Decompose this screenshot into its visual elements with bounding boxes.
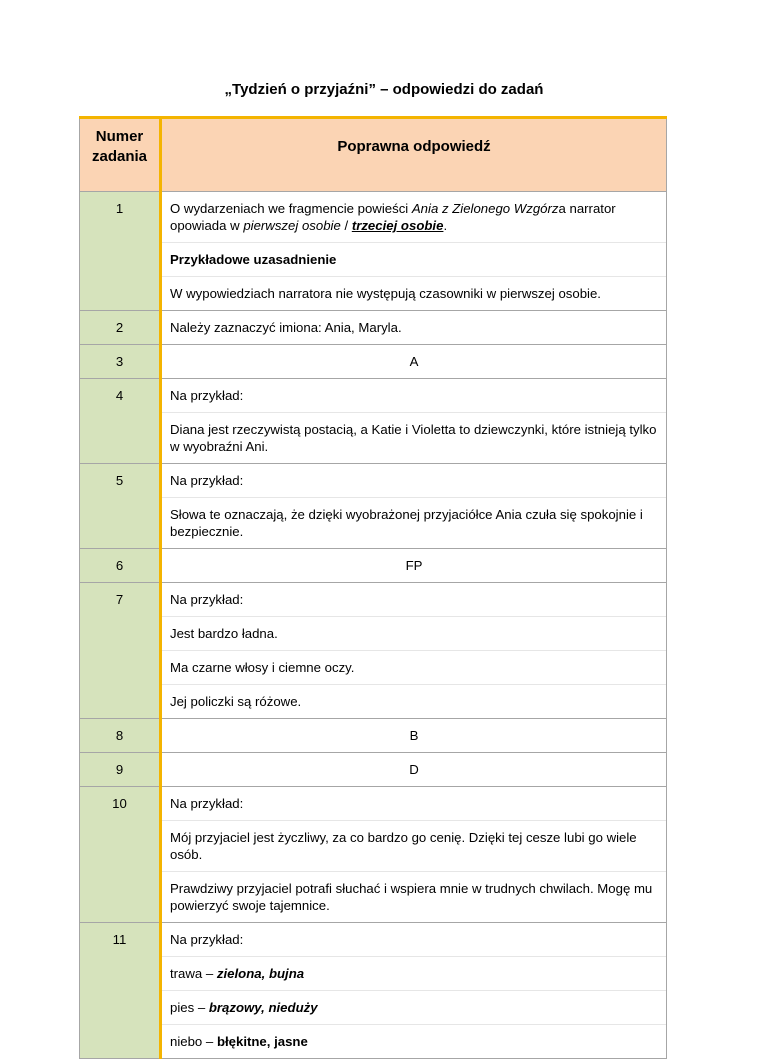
table-row (80, 583, 667, 719)
task-answer: Na przykład: trawa – zielona, bujna pies – brązowy, nieduży niebo – błękitne, jasne (161, 923, 667, 1059)
task-answer: A (161, 345, 667, 379)
task-number: 4 (80, 379, 161, 464)
answers-table (79, 116, 667, 1059)
table-row (80, 345, 667, 379)
task-number: 3 (80, 345, 161, 379)
task-answer: B (161, 719, 667, 753)
table-row (80, 719, 667, 753)
task-answer: Na przykład: Słowa te oznaczają, że dzięki wyobrażonej przyjaciółce Ania czuła się spokojnie i bezpiecznie. (161, 464, 667, 549)
task-answer: Na przykład: Jest bardzo ładna. Ma czarne włosy i ciemne oczy. Jej policzki są różowe. (161, 583, 667, 719)
task-number: 11 (80, 923, 161, 1059)
table-row (80, 464, 667, 549)
task-number: 5 (80, 464, 161, 549)
table-row (80, 192, 667, 311)
task-number: 9 (80, 753, 161, 787)
task-number: 2 (80, 311, 161, 345)
table-row (80, 311, 667, 345)
table-row (80, 379, 667, 464)
page-title: „Tydzień o przyjaźni” – odpowiedzi do zadań (224, 81, 544, 98)
header-answer: Poprawna odpowiedź (161, 118, 667, 192)
task-number: 1 (80, 192, 161, 311)
task-answer: FP (161, 549, 667, 583)
task-answer: D (161, 753, 667, 787)
task-number: 6 (80, 549, 161, 583)
table-row (80, 923, 667, 1059)
task-answer: Na przykład: Diana jest rzeczywistą postacią, a Katie i Violetta to dziewczynki, które istnieją tylko w wyobraźni Ani. (161, 379, 667, 464)
answer-text: W wypowiedziach narratora nie występują czasowniki w pierwszej osobie. (170, 286, 601, 301)
task-number: 8 (80, 719, 161, 753)
table-row (80, 549, 667, 583)
table-row (80, 753, 667, 787)
task-answer: Na przykład: Mój przyjaciel jest życzliwy, za co bardzo go cenię. Dzięki tej cesze lubi go wiele osób. Prawdziwy przyjaciel potrafi słuchać i wspiera mnie w trudnych chwilach. Mogę mu powierzyć swoje tajemnice. (161, 787, 667, 923)
task-answer (161, 192, 667, 311)
table-row (80, 787, 667, 923)
answer-subheading: Przykładowe uzasadnienie (162, 243, 666, 277)
task-answer: Należy zaznaczyć imiona: Ania, Maryla. (161, 311, 667, 345)
task-number: 7 (80, 583, 161, 719)
task-number: 10 (80, 787, 161, 923)
header-number: Numer zadania (80, 118, 161, 192)
answer-text: O wydarzeniach we fragmencie powieści Ania z Zielonego Wzgórza narrator opowiada w pierwszej osobie / trzeciej osobie. (162, 192, 666, 243)
table-header (80, 118, 667, 192)
